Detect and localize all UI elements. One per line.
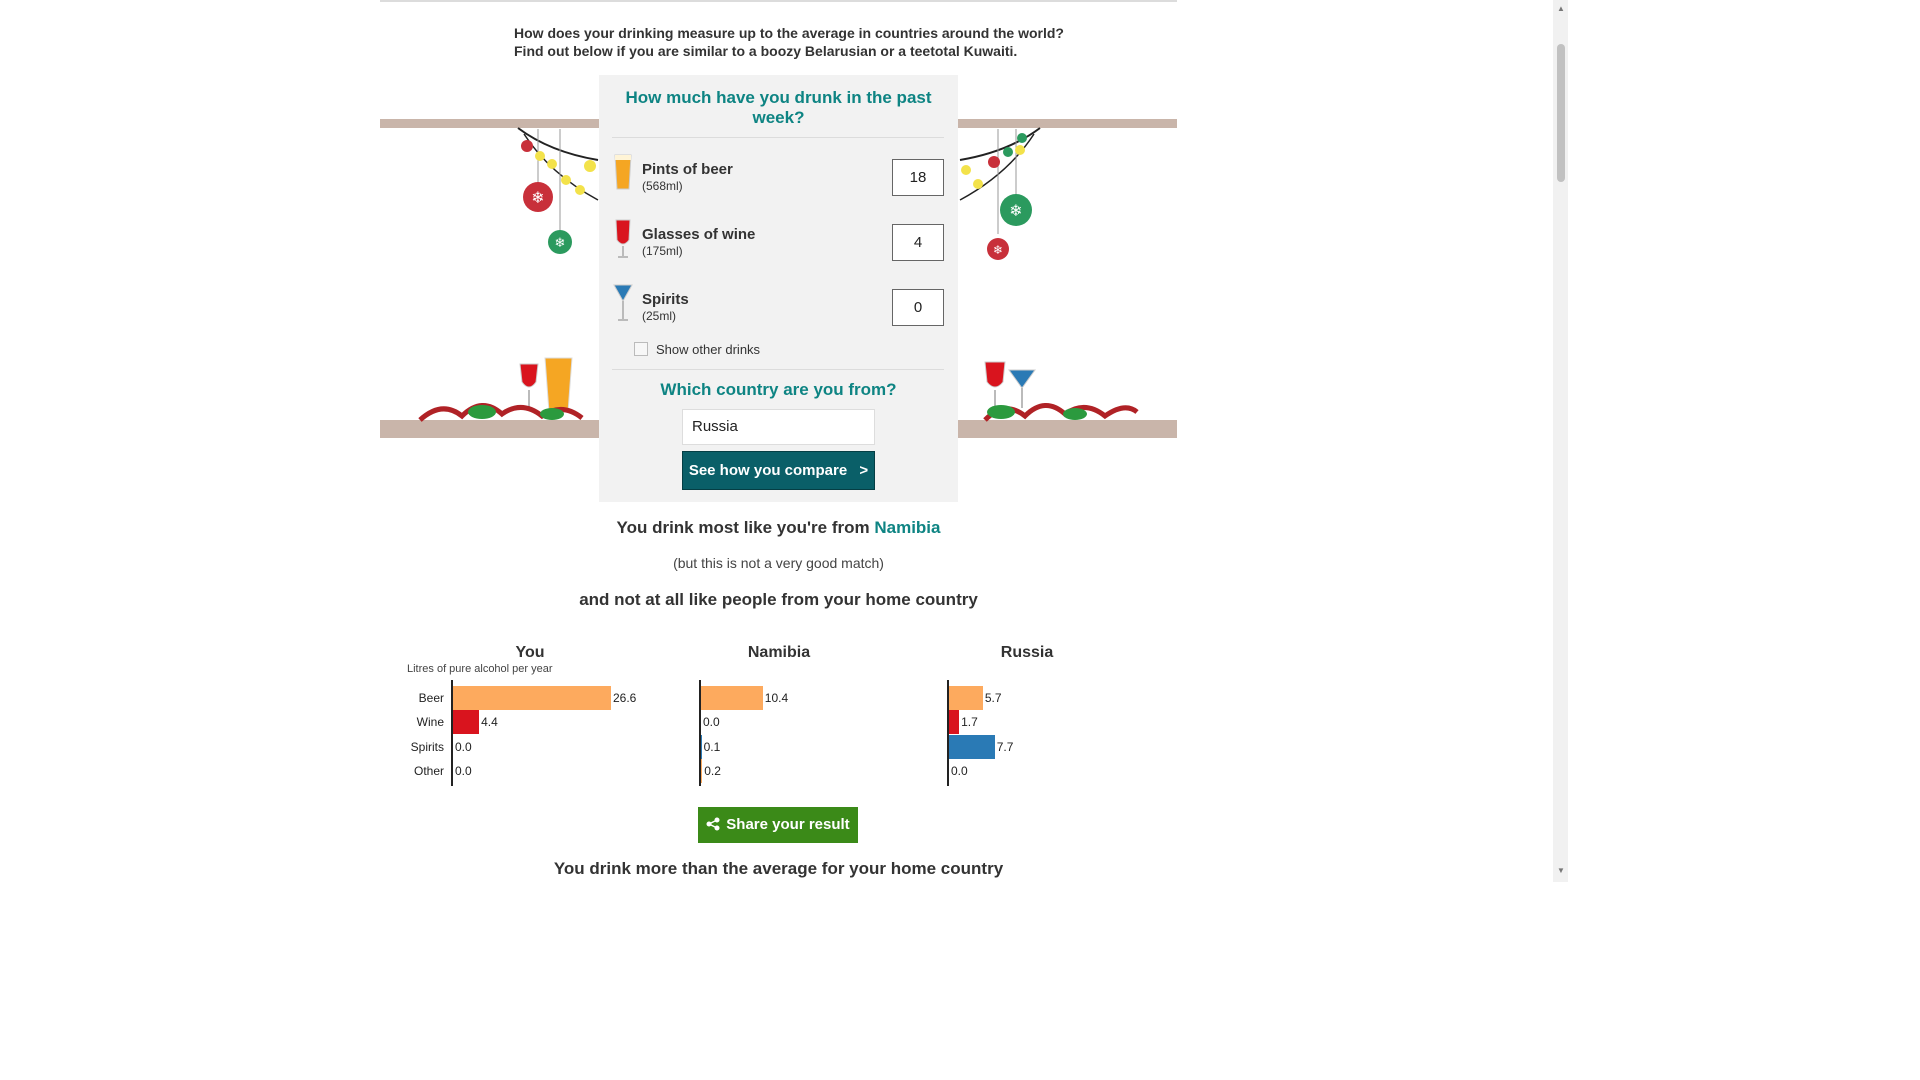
drinks-form-panel: [599, 75, 958, 502]
beer-quantity-input[interactable]: 18: [892, 159, 944, 196]
drink-size: (25ml): [642, 309, 677, 323]
chart-bar: [949, 686, 983, 710]
christmas-lights-right-icon: [958, 124, 1048, 264]
spirits-glass-icon: [612, 283, 634, 325]
share-icon: [706, 817, 720, 831]
bar-value-label: 7.7: [996, 740, 1014, 754]
result-headline: [380, 518, 1177, 538]
bar-value-label: 1.7: [961, 715, 978, 729]
scrollbar-thumb[interactable]: [1557, 44, 1565, 182]
scroll-up-arrow-icon[interactable]: ▲: [1557, 4, 1565, 13]
chart-bar: [949, 710, 959, 734]
share-button-label: Share your result: [726, 816, 850, 833]
svg-text:❄: ❄: [531, 188, 545, 207]
svg-text:❄: ❄: [1009, 201, 1023, 220]
category-label: Wine: [416, 715, 444, 729]
bar-value-label: 5.7: [984, 691, 1002, 705]
svg-text:❄: ❄: [554, 236, 566, 251]
scroll-down-arrow-icon[interactable]: ▼: [1557, 866, 1565, 875]
bottom-summary: You drink more than the average for your home country: [553, 859, 1004, 878]
share-button[interactable]: [698, 807, 858, 843]
chart-bar: [453, 710, 479, 734]
drink-row-beer: [612, 157, 944, 197]
match-note: (but this is not a very good match): [673, 555, 884, 571]
bar-value-label: 0.2: [704, 764, 721, 778]
wine-spirits-garland-right-icon: [965, 350, 1145, 425]
bar-value-label: 10.4: [764, 691, 789, 705]
country-input[interactable]: Russia: [682, 409, 875, 445]
category-label: Other: [413, 764, 444, 778]
chart-bar: [453, 686, 611, 710]
bar-value-label: 0.0: [703, 715, 720, 729]
wine-glass-icon: [612, 218, 634, 260]
unit-label: Litres of pure alcohol per year: [407, 663, 553, 675]
form-title: How much have you drunk in the past week?: [625, 88, 932, 127]
drink-row-spirits: [612, 287, 944, 327]
chart-bar: [701, 759, 702, 783]
home-country-note: and not at all like people from your home country: [579, 590, 978, 609]
bar-value-label: 0.0: [455, 764, 472, 778]
bar-value-label: 0.1: [703, 740, 721, 754]
bar-value-label: 0.0: [455, 740, 472, 754]
chart-title-russia: Russia: [1000, 644, 1054, 661]
drink-size: (175ml): [642, 244, 683, 258]
intro-text: [514, 24, 1074, 60]
divider: [612, 137, 944, 138]
chart-title-namibia: Namibia: [747, 644, 811, 661]
chevron-right-icon: >: [859, 462, 869, 479]
result-country: Namibia: [874, 518, 941, 537]
beer-glass-icon: [612, 153, 634, 193]
bar-value-label: 4.4: [481, 715, 498, 729]
result-prefix: You drink most like you're from: [616, 518, 875, 537]
show-other-drinks-label[interactable]: Show other drinks: [656, 342, 761, 357]
spirits-quantity-input[interactable]: 0: [892, 289, 944, 326]
country-question: Which country are you from?: [660, 380, 897, 399]
compare-button[interactable]: [682, 451, 875, 490]
wine-quantity-input[interactable]: 4: [892, 224, 944, 261]
chart-bar: [701, 735, 702, 759]
svg-text:❄: ❄: [992, 243, 1004, 257]
bar-value-label: 26.6: [613, 691, 637, 705]
compare-button-label: See how you compare: [688, 462, 848, 479]
intro-line-2: Find out below if you are similar to a boozy Belarusian or a teetotal Kuwaiti.: [514, 43, 1018, 59]
intro-line-1: How does your drinking measure up to the average in countries around the world?: [514, 25, 1064, 41]
drink-name: Glasses of wine: [642, 226, 756, 243]
show-other-drinks-checkbox[interactable]: [634, 342, 648, 356]
drink-row-wine: [612, 222, 944, 262]
chart-bar: [701, 686, 763, 710]
drink-size: (568ml): [642, 179, 683, 193]
scrollbar[interactable]: [1553, 0, 1568, 882]
christmas-lights-left-icon: [510, 124, 600, 264]
bar-value-label: 0.0: [951, 764, 968, 778]
drink-name: Spirits: [642, 291, 689, 308]
category-label: Beer: [418, 691, 444, 705]
wine-beer-garland-left-icon: [412, 350, 592, 425]
divider: [612, 369, 944, 370]
chart-title-you: You: [515, 644, 545, 661]
drink-name: Pints of beer: [642, 161, 733, 178]
top-divider: [380, 0, 1177, 2]
category-label: Spirits: [410, 740, 444, 754]
chart-bar: [949, 735, 995, 759]
